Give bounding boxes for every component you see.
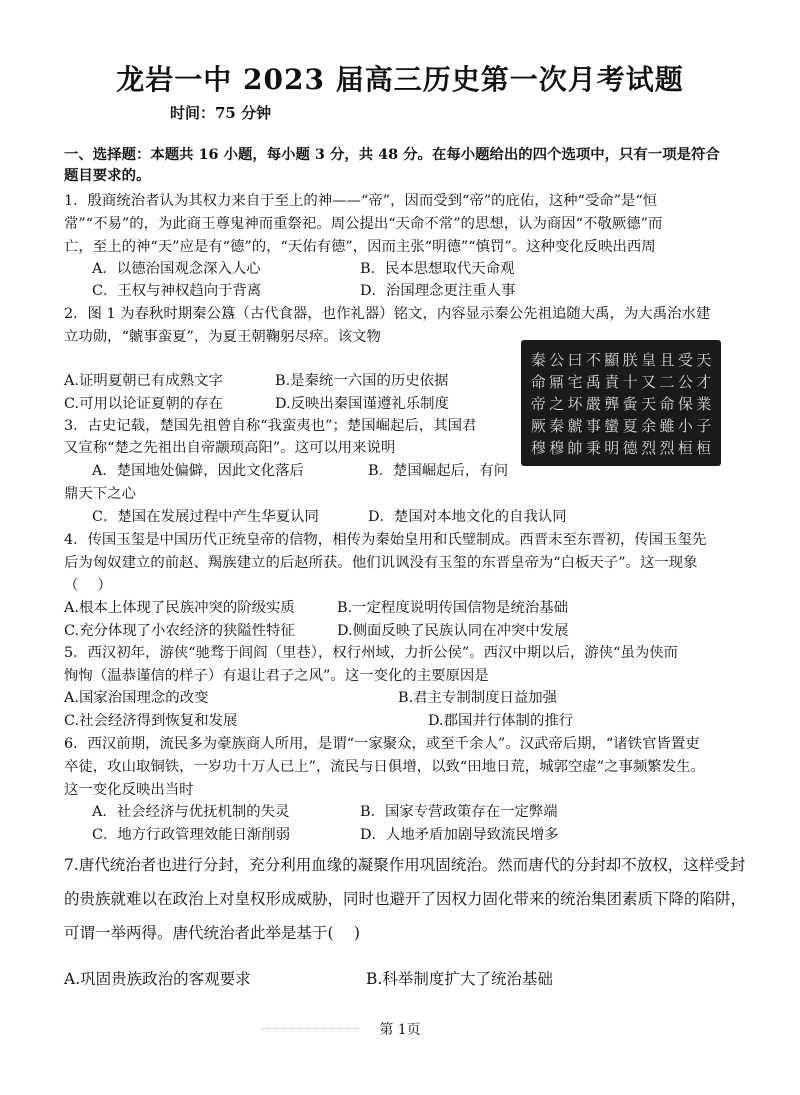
q5-stem-line2: 恂恂（温恭谨信的样子）有退让君子之风”。这一变化的主要原因是 [64, 668, 489, 684]
inscription-glyph: 鼏 [549, 372, 565, 391]
q6-option-d: D．人地矛盾加剧导致流民增多 [360, 827, 559, 843]
exam-time: 时间：75 分钟 [170, 104, 272, 122]
q7-stem-line2: 的贵族就难以在政治上对皇权形成威胁，同时也避开了因权力固化带来的统治集团素质下降的陷阱， [64, 890, 747, 908]
inscription-glyph: 秉 [585, 438, 601, 457]
inscription-glyph: 桓 [677, 438, 693, 457]
q5-option-b: B.君主专制制度日益加强 [398, 690, 558, 706]
q1-stem-line1: 1．殷商统治者认为其权力来自于至上的神——“帝”，因而受到“帝”的庇佑，这种“受命”是“恒 [64, 193, 658, 209]
q4-option-a: A.根本上体现了民族冲突的阶级实质 [64, 600, 295, 616]
inscription-glyph: 龏 [604, 394, 620, 413]
q4-option-d: D.侧面反映了民族认同在冲突中发展 [337, 623, 569, 639]
q6-stem-line1: 6．西汉前期，流民多为豪族商人所用，是谓“一家聚众，或至千余人”。汉武帝后期，“诸铁官皆置吏 [64, 736, 700, 752]
inscription-glyph: 顯 [604, 350, 620, 369]
q3-option-b-cont: 鼎天下之心 [64, 486, 136, 502]
q3-stem-line1: 3．古史记载，楚国先祖曾自称“我蛮夷也”；楚国崛起后，其国君 [64, 418, 477, 434]
q1-stem-line2: 常”“不易”的，为此商王尊鬼神而重祭祀。周公提出“天命不常”的思想，认为商因“不敬厥德”而 [64, 216, 663, 232]
inscription-glyph: 德 [622, 438, 638, 457]
q2-option-b: B.是秦统一六国的历史依据 [275, 373, 449, 389]
inscription-glyph: 才 [696, 372, 712, 391]
inscription-glyph: 十 [622, 372, 638, 391]
inscription-glyph: 公 [677, 372, 693, 391]
q4-option-c: C.充分体现了小农经济的狭隘性特征 [64, 623, 295, 639]
inscription-glyph: 蠻 [604, 416, 620, 435]
q4-option-b: B.一定程度说明传国信物是统治基础 [337, 600, 569, 616]
q7-option-a: A.巩固贵族政治的客观要求 [64, 970, 251, 988]
q4-stem-line3: （ ） [64, 578, 112, 594]
inscription-glyph: 烈 [641, 438, 657, 457]
inscription-glyph: 朕 [622, 350, 638, 369]
inscription-glyph: 二 [659, 372, 675, 391]
page-title: 龙岩一中 2023 届高三历史第一次月考试题 [116, 63, 684, 96]
q5-option-a: A.国家治国理念的改变 [64, 690, 209, 706]
q7-option-b: B.科举制度扩大了统治基础 [366, 970, 553, 988]
section-instruction-line2: 题目要求的。 [64, 167, 151, 184]
inscription-glyph: 明 [604, 438, 620, 457]
inscription-glyph: 帥 [567, 438, 583, 457]
inscription-glyph: 虩 [567, 416, 583, 435]
q6-stem-line2: 卒徒，攻山取铜铁，一岁功十万人已上”，流民与日俱增，以致“田地日荒，城郭空虚”之事频繁发生。 [64, 759, 705, 775]
inscription-glyph: 命 [659, 394, 675, 413]
q2-stem-line1: 2．图 1 为春秋时期秦公簋（古代食器，也作礼器）铭文，内容显示秦公先祖追随大禹，为大禹治水建 [64, 306, 711, 322]
q2-option-d: D.反映出秦国谨遵礼乐制度 [275, 396, 449, 412]
inscription-glyph: 天 [696, 350, 712, 369]
inscription-glyph: 厥 [530, 416, 546, 435]
inscription-glyph: 受 [677, 350, 693, 369]
inscription-glyph: 禹 [585, 372, 601, 391]
inscription-glyph: 小 [677, 416, 693, 435]
inscription-glyph: 穆 [549, 438, 565, 457]
inscription-glyph: 宅 [567, 372, 583, 391]
q4-stem-line2: 后为匈奴建立的前赵、羯族建立的后赵所获。他们讥讽没有玉玺的东晋皇帝为“白板天子”。这一现象 [64, 555, 698, 571]
inscription-glyph: 天 [641, 394, 657, 413]
page-number: 第 1页 [379, 1022, 421, 1038]
inscription-glyph: 且 [659, 350, 675, 369]
q5-stem-line1: 5．西汉初年，游侠“驰骛于闾阎（里巷），权行州域，力折公侯”。西汉中期以后，游侠“虽为侠而 [64, 645, 679, 661]
inscription-glyph: 公 [549, 350, 565, 369]
q7-stem-line3: 可谓一举两得。唐代统治者此举是基于( ) [64, 924, 361, 942]
inscription-glyph: 帝 [530, 394, 546, 413]
q1-option-a: A．以德治国观念深入人心 [92, 261, 261, 277]
inscription-glyph: 秦 [530, 350, 546, 369]
inscription-glyph: 之 [549, 394, 565, 413]
inscription-glyph: 余 [641, 416, 657, 435]
inscription-glyph: 夏 [622, 416, 638, 435]
inscription-glyph: 子 [696, 416, 712, 435]
q3-option-c: C．楚国在发展过程中产生华夏认同 [92, 509, 319, 525]
q2-option-a: A.证明夏朝已有成熟文字 [64, 373, 223, 389]
inscription-glyph: 命 [530, 372, 546, 391]
inscription-glyph: 又 [641, 372, 657, 391]
inscription-glyph: 夤 [622, 394, 638, 413]
q4-stem-line1: 4．传国玉玺是中国历代正统皇帝的信物，相传为秦始皇用和氏璧制成。西晋末至东晋初，传国玉玺先 [64, 532, 707, 548]
inscription-glyph: 保 [677, 394, 693, 413]
q6-option-c: C．地方行政管理效能日渐削弱 [92, 827, 291, 843]
q1-option-d: D．治国理念更注重人事 [360, 283, 516, 299]
q6-option-a: A．社会经济与优抚机制的失灵 [92, 804, 290, 820]
inscription-glyph: 不 [585, 350, 601, 369]
bronze-inscription-image [521, 340, 721, 466]
inscription-glyph: 桓 [696, 438, 712, 457]
inscription-glyph: 事 [585, 416, 601, 435]
inscription-glyph: 曰 [567, 350, 583, 369]
q2-stem-line2: 立功勋，“虩事蛮夏”，为夏王朝鞠躬尽瘁。该文物 [64, 329, 381, 345]
inscription-glyph: 雖 [659, 416, 675, 435]
q1-option-b: B．民本思想取代天命观 [360, 261, 515, 277]
inscription-glyph: 責 [604, 372, 620, 391]
inscription-glyph: 坏 [567, 394, 583, 413]
q3-stem-line2: 又宣称“楚之先祖出自帝颛顼高阳”。这可以用来说明 [64, 440, 396, 456]
q3-option-d: D．楚国对本地文化的自我认同 [368, 509, 567, 525]
q2-option-c: C.可用以论证夏朝的存在 [64, 396, 223, 412]
inscription-glyph: 穆 [530, 438, 546, 457]
q7-stem-line1: 7.唐代统治者也进行分封，充分利用血缘的凝聚作用巩固统治。然而唐代的分封却不放权，这样受封 [64, 856, 746, 874]
inscription-glyph: 秦 [549, 416, 565, 435]
inscription-glyph: 皇 [641, 350, 657, 369]
section-instruction-line1: 一、选择题：本题共 16 小题，每小题 3 分，共 48 分。在每小题给出的四个选项中，只有一项是符合 [64, 146, 720, 163]
inscription-glyph-grid [529, 348, 713, 458]
inscription-glyph: 嚴 [585, 394, 601, 413]
q6-stem-line3: 这一变化反映出当时 [64, 782, 194, 798]
inscription-glyph: 烈 [659, 438, 675, 457]
q5-option-d: D.郡国并行体制的推行 [428, 713, 574, 729]
q3-option-b: B．楚国崛起后，有问 [368, 463, 509, 479]
q3-option-a: A．楚国地处偏僻，因此文化落后 [92, 463, 304, 479]
q1-stem-line3: 亡，至上的神“天”应是有“德”的，“天佑有德”，因而主张“明德”“慎罚”。这种变化反映出西周 [64, 239, 656, 255]
q5-option-c: C.社会经济得到恢复和发展 [64, 713, 238, 729]
q6-option-b: B．国家专营政策存在一定弊端 [360, 804, 558, 820]
q1-option-c: C．王权与神权趋向于背离 [92, 283, 262, 299]
inscription-glyph: 業 [696, 394, 712, 413]
